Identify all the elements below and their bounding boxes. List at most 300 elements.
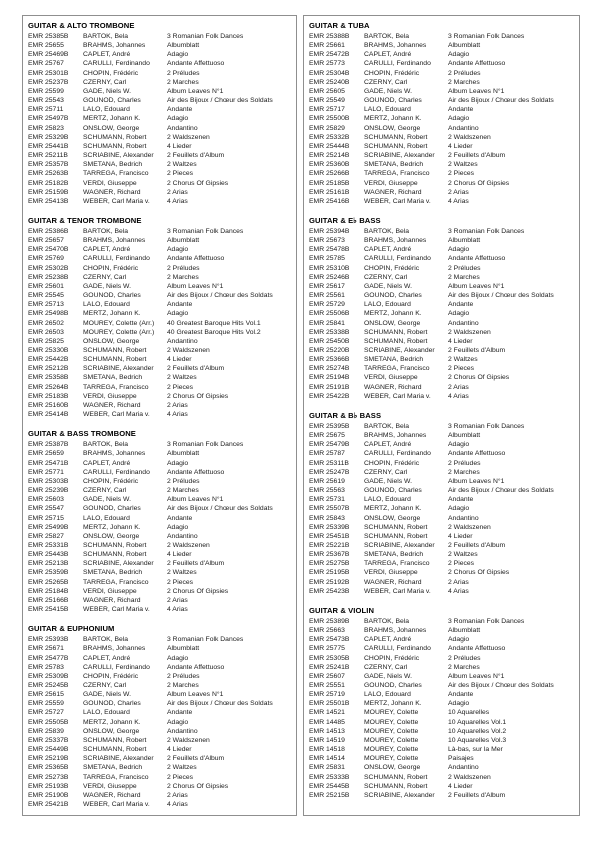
composer-name: CZERNY, Carl (83, 682, 127, 689)
catalog-ref: EMR 14514 (309, 755, 345, 763)
catalog-row (28, 151, 291, 160)
composer-name: MOUREY, Colette (364, 718, 419, 726)
piece-title: 2 Préludes (448, 654, 481, 662)
composer-name: CHOPIN, Frédéric (364, 69, 420, 77)
piece-title: 2 Waltzes (448, 551, 478, 559)
composer-name: GOUNOD, Charles (83, 505, 141, 513)
composer-name: BRAHMS, Johannes (83, 450, 146, 458)
catalog-row (28, 532, 291, 541)
composer-name: GADE, Niels W. (364, 672, 412, 680)
composer-name: CZERNY, Carl (83, 273, 127, 281)
catalog-section (28, 428, 291, 614)
catalog-row (309, 291, 574, 300)
composer-name: ONSLOW, George (364, 764, 421, 772)
piece-title: 2 Feuillets d'Album (167, 152, 225, 160)
piece-title: Album Leaves N°1 (167, 282, 224, 290)
piece-title: 2 Arias (167, 596, 188, 604)
piece-title: 4 Lieder (448, 782, 473, 790)
catalog-ref: EMR 25305B (309, 654, 350, 662)
catalog-row (309, 578, 574, 587)
composer-name: TARREGA, Francisco (364, 365, 430, 373)
catalog-ref: EMR 25365B (28, 764, 69, 772)
catalog-row (28, 179, 291, 188)
composer-name: CAPLET, André (83, 51, 131, 59)
catalog-ref: EMR 25422B (309, 392, 350, 400)
catalog-ref: EMR 25219B (28, 755, 69, 763)
catalog-row (309, 449, 574, 458)
catalog-ref: EMR 25264B (28, 383, 69, 391)
composer-name: WAGNER, Richard (83, 188, 141, 196)
piece-title: 40 Greatest Baroque Hits Vol.2 (167, 328, 261, 336)
catalog-ref: EMR 25841 (309, 319, 345, 327)
composer-name: SCRIABINE, Alexander (83, 365, 154, 373)
catalog-ref: EMR 25505B (28, 718, 69, 726)
composer-name: GOUNOD, Charles (364, 487, 422, 495)
composer-name: MERTZ, Johann K. (364, 115, 422, 123)
catalog-row (28, 654, 291, 663)
catalog-section (309, 215, 574, 401)
piece-title: 10 Aquarelles (448, 709, 490, 717)
catalog-row (28, 124, 291, 133)
section-title: GUITAR & ALTO TROMBONE (28, 21, 135, 30)
composer-name: GADE, Niels W. (83, 282, 131, 290)
piece-title: Adagio (448, 310, 470, 318)
piece-title: 2 Préludes (448, 459, 481, 467)
catalog-row (28, 197, 291, 206)
composer-name: LALO, Edouard (364, 106, 411, 114)
piece-title: Album Leaves N°1 (448, 282, 505, 290)
composer-name: MOUREY, Colette (364, 746, 419, 754)
catalog-row (309, 32, 574, 41)
catalog-ref: EMR 25549 (309, 97, 345, 105)
catalog-row (309, 568, 574, 577)
composer-name: TARREGA, Francisco (83, 170, 149, 178)
catalog-row (309, 708, 574, 717)
piece-title: Air des Bijoux / Chœur des Soldats (448, 682, 554, 689)
catalog-ref: EMR 25543 (28, 97, 64, 105)
piece-title: 2 Pieces (448, 170, 475, 178)
catalog-ref: EMR 25360B (309, 161, 350, 169)
piece-title: 10 Aquarelles Vol.1 (448, 718, 507, 726)
piece-title: 2 Chorus Of Gipsies (448, 374, 510, 382)
catalog-row (309, 160, 574, 169)
composer-name: VERDI, Giuseppe (83, 782, 137, 790)
catalog-ref: EMR 25220B (309, 347, 350, 354)
catalog-row (309, 782, 574, 791)
catalog-row (309, 355, 574, 364)
catalog-row (28, 754, 291, 763)
piece-title: 2 Waldszenen (448, 523, 491, 531)
catalog-row (309, 459, 574, 468)
catalog-ref: EMR 25413B (28, 197, 69, 205)
composer-name: LALO, Edouard (83, 106, 130, 114)
catalog-ref: EMR 25727 (28, 709, 64, 717)
catalog-row (28, 383, 291, 392)
composer-name: GOUNOD, Charles (364, 97, 422, 105)
catalog-row (309, 699, 574, 708)
catalog-row (309, 523, 574, 532)
piece-title: Andante (167, 301, 193, 309)
composer-name: MERTZ, Johann K. (364, 310, 422, 318)
piece-title: Andante (448, 301, 474, 309)
piece-title: Andantino (448, 319, 479, 327)
composer-name: CARULLI, Ferdinando (83, 468, 150, 476)
catalog-ref: EMR 25247B (309, 468, 350, 476)
piece-title: Andante Affettuoso (167, 663, 225, 671)
catalog-ref: EMR 25559 (28, 700, 64, 708)
piece-title: Albumblatt (448, 237, 481, 245)
catalog-ref: EMR 25339B (309, 523, 350, 531)
catalog-row (309, 105, 574, 114)
composer-name: ONSLOW, George (364, 514, 421, 522)
piece-title: Album Leaves N°1 (448, 672, 505, 680)
piece-title: 2 Préludes (448, 69, 481, 77)
piece-title: 4 Arias (167, 197, 188, 205)
catalog-row (28, 672, 291, 681)
composer-name: SMETANA, Bedrich (364, 161, 424, 169)
catalog-row (28, 87, 291, 96)
catalog-row (309, 559, 574, 568)
catalog-row (28, 169, 291, 178)
piece-title: 2 Feuillets d'Album (167, 365, 225, 373)
piece-title: 2 Préludes (167, 672, 200, 680)
piece-title: Album Leaves N°1 (167, 691, 224, 699)
composer-name: CHOPIN, Frédéric (83, 672, 139, 680)
catalog-ref: EMR 25333B (309, 773, 350, 781)
catalog-ref: EMR 25246B (309, 273, 350, 281)
catalog-ref: EMR 25506B (309, 310, 350, 318)
catalog-ref: EMR 25183B (28, 392, 69, 400)
catalog-row (309, 179, 574, 188)
composer-name: BARTOK, Bela (83, 227, 129, 235)
catalog-section (28, 623, 291, 809)
composer-name: BRAHMS, Johannes (364, 237, 427, 245)
piece-title: Adagio (167, 310, 189, 318)
catalog-row (28, 59, 291, 68)
catalog-row (28, 495, 291, 504)
composer-name: WAGNER, Richard (83, 791, 141, 799)
catalog-ref: EMR 25366B (309, 356, 350, 364)
catalog-row (28, 763, 291, 772)
piece-title: 3 Romanian Folk Dances (448, 422, 525, 430)
composer-name: GADE, Niels W. (83, 691, 131, 699)
catalog-row (309, 514, 574, 523)
composer-name: GOUNOD, Charles (83, 292, 141, 300)
catalog-ref: EMR 25673 (309, 237, 345, 245)
piece-title: Andante Affettuoso (167, 255, 225, 263)
composer-name: BRAHMS, Johannes (83, 645, 146, 653)
catalog-row (309, 754, 574, 763)
composer-name: TARREGA, Francisco (83, 578, 149, 586)
catalog-ref: EMR 25332B (309, 133, 350, 141)
composer-name: WEBER, Carl Maria v. (83, 197, 150, 205)
composer-name: MOUREY, Colette (Arr.) (83, 319, 155, 327)
piece-title: Adagio (167, 718, 189, 726)
piece-title: 2 Waldszenen (448, 328, 491, 336)
composer-name: SCHUMANN, Robert (364, 782, 428, 790)
piece-title: Air des Bijoux / Chœur des Soldats (167, 700, 273, 708)
composer-name: BARTOK, Bela (83, 33, 129, 40)
catalog-ref: EMR 26503 (28, 328, 64, 336)
composer-name: BRAHMS, Johannes (364, 627, 427, 635)
catalog-ref: EMR 25601 (28, 282, 64, 290)
catalog-row (309, 319, 574, 328)
piece-title: Air des Bijoux / Chœur des Soldats (448, 292, 554, 300)
composer-name: BRAHMS, Johannes (83, 237, 146, 245)
piece-title: 3 Romanian Folk Dances (167, 33, 244, 40)
piece-title: 2 Chorus Of Gipsies (167, 392, 229, 400)
composer-name: ONSLOW, George (83, 337, 140, 345)
composer-name: MERTZ, Johann K. (83, 718, 141, 726)
piece-title: 2 Arias (448, 578, 469, 586)
catalog-ref: EMR 25240B (309, 78, 350, 86)
catalog-ref: EMR 25717 (309, 106, 345, 114)
catalog-ref: EMR 25359B (28, 569, 69, 577)
composer-name: BARTOK, Bela (364, 33, 410, 40)
composer-name: CARULLI, Ferdinando (83, 663, 150, 671)
composer-name: MOUREY, Colette (364, 755, 419, 763)
catalog-row (309, 346, 574, 355)
catalog-row (309, 745, 574, 754)
catalog-ref: EMR 25182B (28, 179, 69, 187)
piece-title: 2 Marches (448, 273, 480, 281)
composer-name: CAPLET, André (83, 459, 131, 467)
catalog-row (28, 736, 291, 745)
catalog-ref: EMR 25441B (28, 142, 69, 150)
piece-title: 2 Pieces (167, 383, 194, 391)
catalog-ref: EMR 25497B (28, 115, 69, 123)
catalog-ref: EMR 25661 (309, 42, 345, 50)
catalog-ref: EMR 25617 (309, 282, 345, 290)
catalog-ref: EMR 25263B (28, 170, 69, 178)
catalog-ref: EMR 25769 (28, 255, 64, 263)
composer-name: ONSLOW, George (364, 124, 421, 132)
catalog-ref: EMR 25385B (28, 33, 69, 40)
catalog-row (28, 468, 291, 477)
catalog-ref: EMR 25478B (309, 246, 350, 254)
catalog-row (28, 635, 291, 644)
piece-title: 3 Romanian Folk Dances (167, 636, 244, 644)
catalog-row (28, 596, 291, 605)
piece-title: Album Leaves N°1 (448, 87, 505, 95)
piece-title: 3 Romanian Folk Dances (167, 227, 244, 235)
catalog-row (309, 477, 574, 486)
piece-title: Albumblatt (448, 42, 481, 50)
composer-name: TARREGA, Francisco (364, 170, 430, 178)
piece-title: 2 Waldszenen (448, 133, 491, 141)
piece-title: Andante (448, 691, 474, 699)
piece-title: 2 Chorus Of Gipsies (167, 179, 229, 187)
catalog-ref: EMR 25184B (28, 587, 69, 595)
piece-title: 2 Marches (167, 682, 199, 689)
catalog-ref: EMR 25415B (28, 606, 69, 614)
catalog-ref: EMR 25301B (28, 69, 69, 77)
catalog-row (28, 514, 291, 523)
piece-title: 2 Feuillets d'Album (167, 560, 225, 568)
catalog-ref: EMR 25275B (309, 560, 350, 568)
section-title: GUITAR & B♭ BASS (309, 410, 382, 420)
section-title: GUITAR & TENOR TROMBONE (28, 215, 142, 225)
catalog-row (28, 708, 291, 717)
composer-name: SCHUMANN, Robert (83, 142, 147, 150)
composer-name: MERTZ, Johann K. (83, 115, 141, 123)
catalog-row (28, 568, 291, 577)
composer-name: MOUREY, Colette (364, 736, 419, 744)
catalog-row (309, 50, 574, 59)
catalog-row (28, 346, 291, 355)
piece-title: 4 Lieder (448, 337, 473, 345)
piece-title: 2 Waldszenen (448, 773, 491, 781)
catalog-row (28, 309, 291, 318)
catalog-ref: EMR 25655 (28, 42, 64, 50)
catalog-ref: EMR 25500B (309, 115, 350, 123)
piece-title: Air des Bijoux / Chœur des Soldats (448, 487, 554, 495)
catalog-ref: EMR 25827 (28, 532, 64, 540)
catalog-row (28, 773, 291, 782)
catalog-row (309, 495, 574, 504)
catalog-ref: EMR 25473B (309, 636, 350, 644)
piece-title: Andantino (167, 727, 198, 735)
catalog-ref: EMR 25190B (28, 791, 69, 799)
piece-title: 2 Waltzes (167, 764, 197, 772)
piece-title: 2 Chorus Of Gipsies (448, 569, 510, 577)
catalog-ref: EMR 25477B (28, 654, 69, 662)
catalog-ref: EMR 25561 (309, 292, 345, 300)
piece-title: 2 Feuillets d'Album (448, 347, 506, 354)
catalog-ref: EMR 25547 (28, 505, 64, 513)
catalog-ref: EMR 25238B (28, 273, 69, 281)
composer-name: LALO, Edouard (83, 709, 130, 717)
piece-title: Albumblatt (448, 432, 481, 440)
catalog-row (28, 69, 291, 78)
composer-name: SMETANA, Bedrich (83, 569, 143, 577)
piece-title: 4 Arias (167, 606, 188, 614)
composer-name: VERDI, Giuseppe (364, 374, 418, 382)
catalog-row (28, 699, 291, 708)
catalog-ref: EMR 25331B (28, 541, 69, 549)
composer-name: LALO, Edouard (83, 514, 130, 522)
piece-title: Albumblatt (448, 627, 481, 635)
composer-name: TARREGA, Francisco (83, 383, 149, 391)
piece-title: 2 Pieces (167, 773, 194, 781)
catalog-row (28, 663, 291, 672)
catalog-ref: EMR 25711 (28, 106, 64, 114)
catalog-row (28, 373, 291, 382)
composer-name: CAPLET, André (83, 246, 131, 254)
catalog-ref: EMR 25675 (309, 432, 345, 440)
piece-title: 4 Arias (167, 411, 188, 419)
composer-name: VERDI, Giuseppe (83, 179, 137, 187)
catalog-section (309, 20, 574, 206)
catalog-row (28, 410, 291, 419)
composer-name: CZERNY, Carl (364, 78, 408, 86)
catalog-ref: EMR 25193B (28, 782, 69, 790)
catalog-ref: EMR 25394B (309, 227, 350, 235)
catalog-row (309, 245, 574, 254)
catalog-ref: EMR 25729 (309, 301, 345, 309)
composer-name: CAPLET, André (364, 441, 412, 449)
piece-title: 2 Waltzes (167, 161, 197, 169)
catalog-ref: EMR 25829 (309, 124, 345, 132)
composer-name: LALO, Edouard (364, 496, 411, 504)
piece-title: 2 Feuillets d'Album (448, 152, 506, 160)
section-title: GUITAR & E♭ BASS (309, 215, 381, 225)
composer-name: CHOPIN, Frédéric (83, 477, 139, 485)
catalog-ref: EMR 14519 (309, 736, 345, 744)
catalog-row (28, 254, 291, 263)
catalog-row (309, 87, 574, 96)
catalog-ref: EMR 25657 (28, 237, 64, 245)
catalog-row (309, 422, 574, 431)
composer-name: CHOPIN, Frédéric (364, 264, 420, 272)
catalog-ref: EMR 25470B (28, 246, 69, 254)
composer-name: SCHUMANN, Robert (83, 736, 147, 744)
catalog-ref: EMR 25605 (309, 87, 345, 95)
catalog-ref: EMR 25214B (309, 152, 350, 160)
composer-name: WEBER, Carl Maria v. (364, 587, 431, 595)
catalog-row (309, 617, 574, 626)
piece-title: Adagio (167, 115, 189, 123)
piece-title: 2 Pieces (448, 365, 475, 373)
composer-name: WEBER, Carl Maria v. (83, 411, 150, 419)
catalog-row (309, 142, 574, 151)
piece-title: 4 Lieder (167, 356, 192, 364)
piece-title: 2 Waltzes (167, 374, 197, 382)
catalog-ref: EMR 25389B (309, 617, 350, 625)
catalog-ref: EMR 25386B (28, 227, 69, 235)
catalog-ref: EMR 25787 (309, 450, 345, 458)
composer-name: BARTOK, Bela (364, 422, 410, 430)
piece-title: 4 Arias (167, 801, 188, 809)
catalog-ref: EMR 25607 (309, 672, 345, 680)
piece-title: Adagio (167, 459, 189, 467)
catalog-row (309, 96, 574, 105)
catalog-row (28, 142, 291, 151)
catalog-row (309, 727, 574, 736)
piece-title: 2 Arias (167, 401, 188, 409)
catalog-ref: EMR 25221B (309, 541, 350, 549)
catalog-row (28, 227, 291, 236)
catalog-row (28, 282, 291, 291)
piece-title: 4 Arias (448, 197, 469, 205)
composer-name: WAGNER, Richard (83, 596, 141, 604)
catalog-section (28, 20, 291, 206)
catalog-row (28, 681, 291, 690)
composer-name: SCHUMANN, Robert (83, 356, 147, 364)
catalog-ref: EMR 25659 (28, 450, 64, 458)
catalog-row (309, 690, 574, 699)
catalog-ref: EMR 25831 (309, 764, 345, 772)
catalog-row (309, 504, 574, 513)
piece-title: 4 Arias (448, 392, 469, 400)
catalog-row (309, 188, 574, 197)
catalog-row (28, 364, 291, 373)
composer-name: BARTOK, Bela (83, 636, 129, 644)
composer-name: SMETANA, Bedrich (364, 356, 424, 364)
catalog-row (309, 273, 574, 282)
composer-name: GADE, Niels W. (364, 282, 412, 290)
catalog-row (28, 319, 291, 328)
catalog-ref: EMR 25423B (309, 587, 350, 595)
catalog-ref: EMR 25499B (28, 523, 69, 531)
piece-title: Adagio (448, 246, 470, 254)
piece-title: Albumblatt (167, 645, 200, 653)
catalog-row (28, 32, 291, 41)
composer-name: CZERNY, Carl (364, 468, 408, 476)
piece-title: Andante (448, 106, 474, 114)
catalog-row (309, 763, 574, 772)
composer-name: SCHUMANN, Robert (364, 523, 428, 531)
